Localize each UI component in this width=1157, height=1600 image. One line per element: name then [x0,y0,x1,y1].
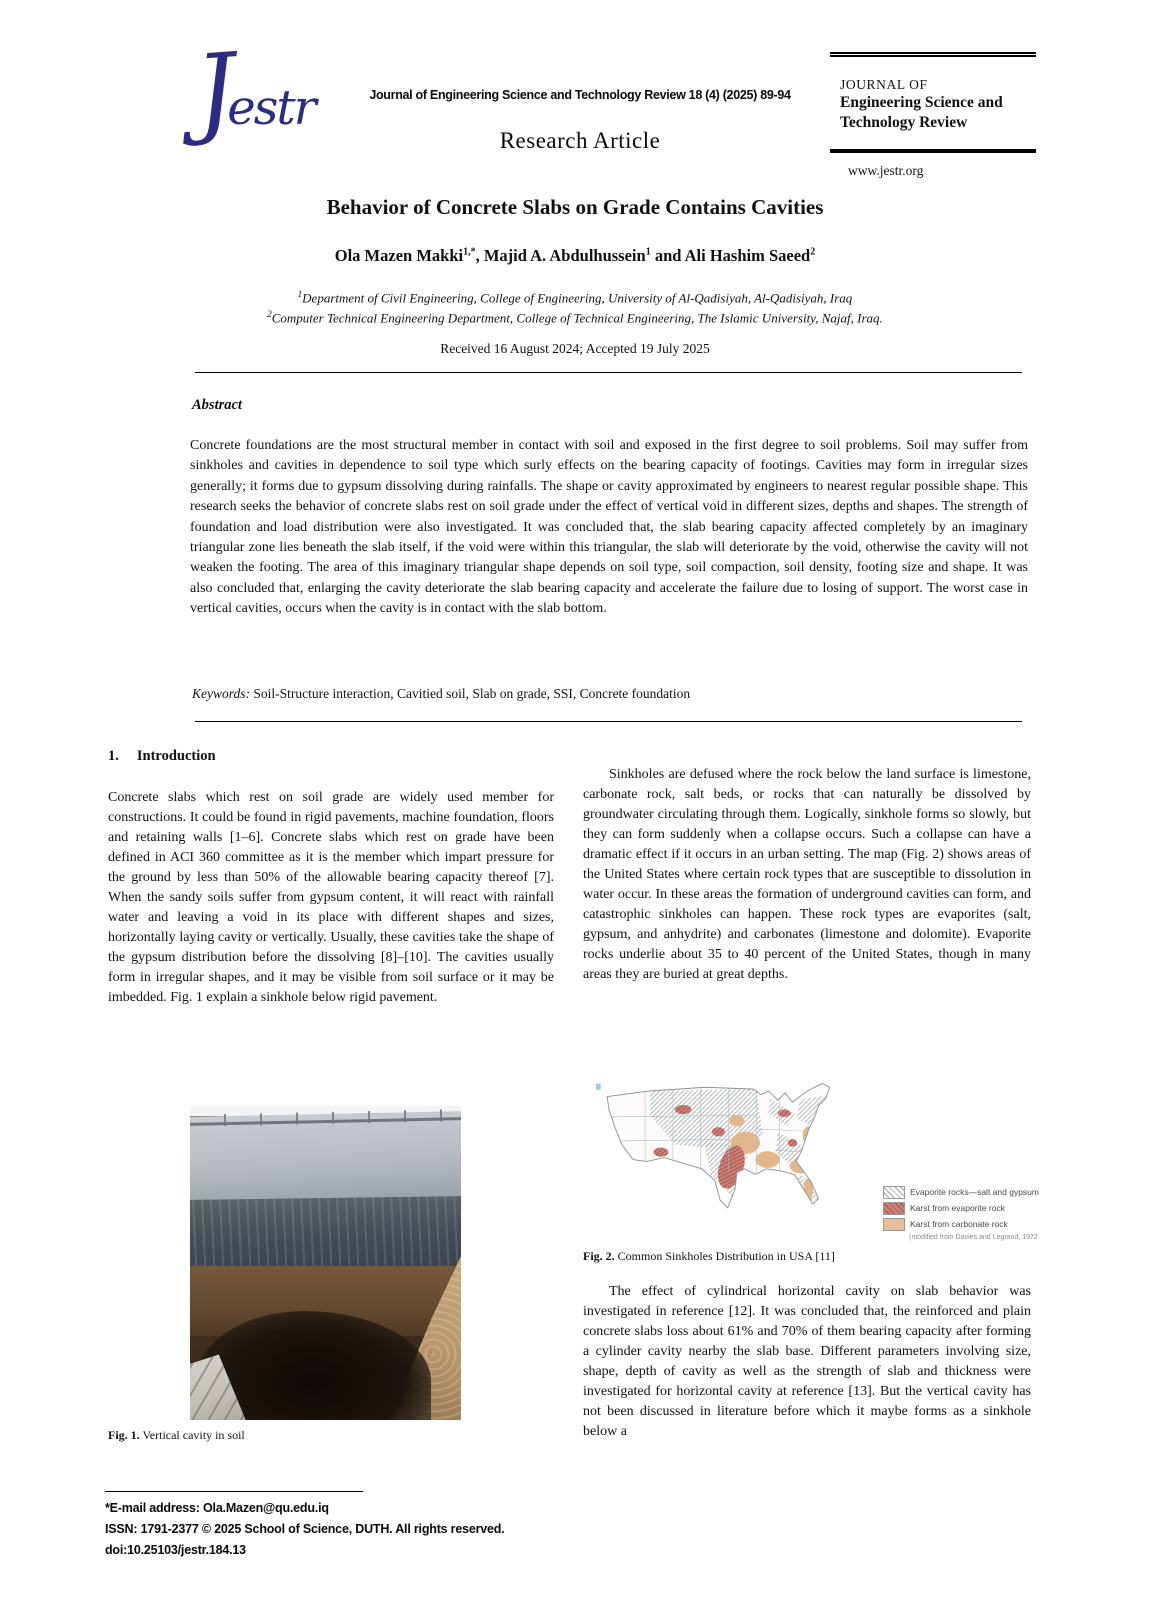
header-center [340,88,820,154]
author-1-sup: 1,* [463,246,476,258]
fig2-caption-text: Common Sinkholes Distribution in USA [11] [614,1249,835,1263]
masthead-box [830,52,1036,153]
legend-item-karst-carbonate [883,1218,1045,1231]
legend-swatch-karst-evaporite-icon [883,1202,905,1215]
cylindrical-cavity-paragraph: The effect of cylindrical horizontal cavity on slab behavior was investigated in reference [12]. It was concluded that, the reinforced and plain concrete slabs loss about 61% and 70% of them bearing capacity after forming a cylinder cavity nearby the slab base. Different parameters involving size, shape, depth of cavity as well as the strength of slab and thickness were investigated for horizontal cavity at reference [13]. But the vertical cavity has not been discussed in literature before which it maybe forms as a sinkhole below a [583,1284,1031,1439]
affiliations [100,288,1050,329]
fig1-caption-label: Fig. 1. [108,1428,140,1442]
affiliation-1 [100,288,1050,308]
legend-item-karst-evaporite [883,1202,1045,1215]
section-title: Introduction [136,748,216,764]
affiliation-2 [100,308,1050,328]
journal-citation-line: Journal of Engineering Science and Technology Review 18 (4) (2025) 89-94 [369,88,791,102]
legend-item-evaporite-rocks [883,1186,1045,1199]
fig2-caption-label: Fig. 2. [583,1249,615,1263]
jestr-logo [192,32,356,172]
fig2-caption [583,1249,1031,1264]
issn-copyright-line: ISSN: 1791-2377 © 2025 School of Science, DUTH. All rights reserved. [105,1522,505,1536]
masthead-line1: JOURNAL OF [840,77,928,92]
fig2-legend [883,1186,1045,1241]
paper-title: Behavior of Concrete Slabs on Grade Contains Cavities [326,195,824,219]
divider-rule-bottom [195,721,1022,722]
fig1-dark-soil-band [190,1196,461,1272]
legend-swatch-karst-carbonate-icon [883,1218,905,1231]
fig1-caption [108,1428,554,1443]
jestr-logo-rest: estr [227,80,315,136]
divider-rule-top [195,372,1022,373]
footnote-rule [105,1491,363,1492]
article-type-label: Research Article [499,128,661,153]
doi-line[interactable]: doi:10.25103/jestr.184.13 [105,1543,246,1557]
journal-masthead [830,52,1036,179]
affiliation-1-sup: 1 [297,289,303,299]
jestr-logo-initial: J [192,32,240,150]
affiliation-2-sup: 2 [267,309,272,320]
legend-source-note: (modified from Davies and Legrand, 1972 [909,1234,1038,1241]
keywords-text: Soil-Structure interaction, Cavitied soil, Slab on grade, SSI, Concrete foundation [250,686,691,701]
section-number: 1. [108,748,119,764]
author-1: Ola Mazen Makki [334,246,464,265]
author-3-sup: 2 [810,246,816,258]
abstract-heading: Abstract [192,397,242,413]
masthead-line3: Technology Review [840,114,968,132]
legend-swatch-evaporite-hatch-icon [883,1186,905,1199]
fig1-caption-text: Vertical cavity in soil [139,1428,245,1442]
footnote-block [105,1498,565,1561]
sinkholes-paragraph: Sinkholes are defused where the rock below the land surface is limestone, carbonate rock, salt beds, or rocks that can naturally be dissolved by groundwater circulating through them. Logically, sinkhole forms so slowly, but they can form suddenly when a collapse occurs. Such a collapse can have a dramatic effect if it occurs in an urban setting. The map (Fig. 2) shows areas of the United States where certain rock types that are susceptible to dissolution in water occur. In these areas the formation of underground cavities can form, and catastrophic sinkholes can happen. These rock types are evaporites (salt, gypsum, and anhydrite) and carbonates (limestone and dolomite). Evaporite rocks underlie about 35 to 40 percent of the United States, though in many areas they are buried at great depths. [583,767,1031,982]
legend-label-karst-evaporite: Karst from evaporite rock [910,1202,1005,1213]
affiliation-1-text: Department of Civil Engineering, College of Engineering, University of Al-Qadisiyah, Al-Qadisiyah, Iraq [302,290,853,306]
keywords-label: Keywords: [192,686,250,701]
author-2-sup: 1 [645,246,651,258]
abstract-text: Concrete foundations are the most structural member in contact with soil and exposed in the first degree to soil problems. Soil may suffer from sinkholes and cavities in dependence to soil type which surly effects on the bearing capacity of footings. Cavities may form in irregular sizes generally; it forms due to gypsum dissolving during rainfalls. The shape or cavity approximated by engineers to nearest regular possible shape. This research seeks the behavior of concrete slabs rest on soil grade under the effect of vertical void in different sizes, depths and shapes. The strength of foundation and load distribution were also investigated. It was concluded that, the slab bearing capacity affected completely by an imaginary triangular zone lies beneath the slab itself, if the void were within this triangular, the slab will deteriorate by the void, otherwise the cavity will not weaken the footing. The area of this imaginary triangular shape depends on soil type, soil compaction, soil density, footing size and shape. It was also concluded that, enlarging the cavity deteriorate the slab bearing capacity and accelerate the failure due to losing of support. The worst case in vertical cavities, occurs when the cavity is in contact with the slab bottom. [190,438,1028,617]
keywords-line [192,686,1030,702]
introduction-paragraph: Concrete slabs which rest on soil grade are widely used member for constructions. It could be found in rigid pavements, machine foundation, floors and retaining walls [1–6]. Concrete slabs which rest on grade have been defined in ACI 360 committee as it is the member which impart pressure for the ground by less than 50% of the allowable bearing capacity thereof [7]. When the sandy soils suffer from gypsum content, it will react with rainfall water and leaving a void in its place with different shapes and sizes, horizontally laying cavity or vertically. Usually, these cavities take the shape of the gypsum distribution before the dissolving [8]–[10]. The cavities usually form in irregular shapes, and it may be visible from soil surface or it may be imbedded. Fig. 1 explain a sinkhole below rigid pavement. [108,790,554,1005]
usa-map-graphic [583,1078,888,1243]
masthead-line2: Engineering Science and [840,94,1003,111]
author-3: and Ali Hashim Saeed [650,246,811,265]
fig2-usa-sinkhole-map [583,1078,1045,1243]
author-2: , Majid A. Abdulhussein [475,246,646,265]
authors-line [100,246,1050,266]
legend-label-karst-carbonate: Karst from carbonate rock [910,1218,1008,1229]
fig1-sinkhole-photo [190,1106,461,1420]
journal-website-link[interactable]: www.jestr.org [848,163,924,179]
received-accepted-line: Received 16 August 2024; Accepted 19 July 2025 [440,341,710,356]
section-heading-introduction [108,748,216,765]
affiliation-2-text: Computer Technical Engineering Department, College of Technical Engineering, The Islamic University, Najaf, Iraq. [271,310,883,326]
legend-label-evaporite-rocks: Evaporite rocks—salt and gypsum [910,1186,1039,1197]
email-address-line[interactable]: *E-mail address: Ola.Mazen@qu.edu.iq [105,1501,329,1515]
